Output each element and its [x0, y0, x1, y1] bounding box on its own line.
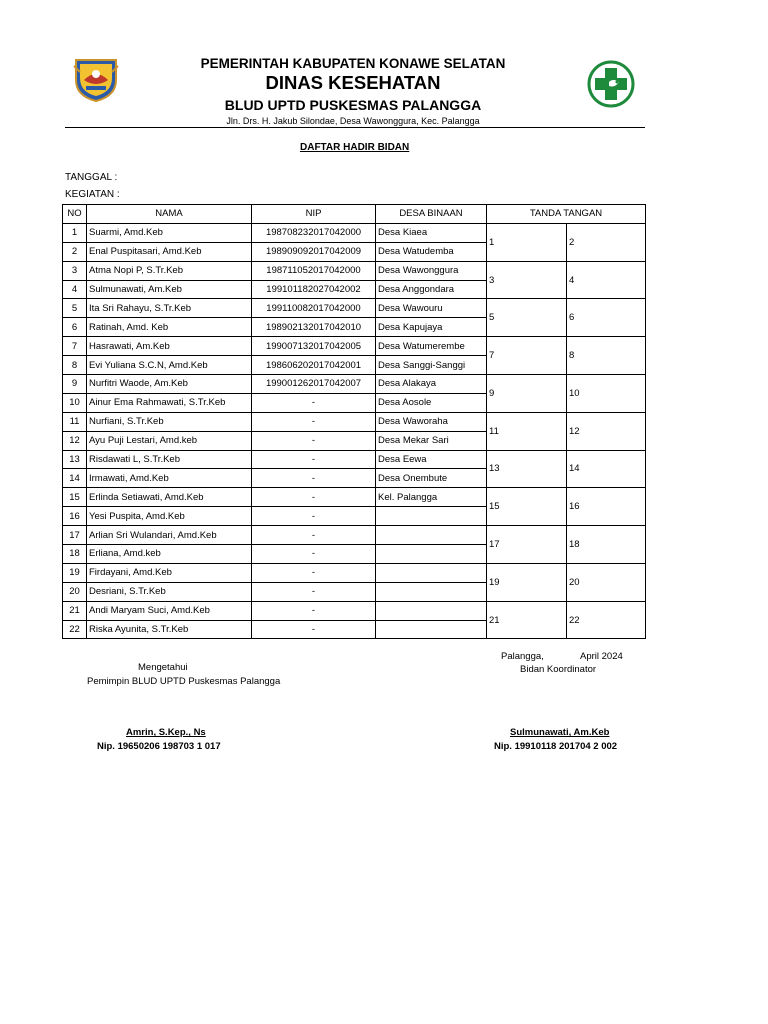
row-number: 16	[63, 507, 87, 526]
row-number: 19	[63, 563, 87, 582]
row-nip: -	[252, 450, 376, 469]
row-nama: Atma Nopi P, S.Tr.Keb	[87, 261, 252, 280]
row-desa-binaan: Desa Wawonggura	[376, 261, 487, 280]
row-desa-binaan: Desa Waworaha	[376, 412, 487, 431]
table-row	[63, 375, 646, 394]
row-nama: Yesi Puspita, Amd.Keb	[87, 507, 252, 526]
row-number: 18	[63, 545, 87, 564]
table-row	[63, 261, 646, 280]
attendance-table	[62, 204, 646, 639]
signature-cell[interactable]: 11	[487, 412, 567, 450]
row-nip: -	[252, 507, 376, 526]
row-nip: -	[252, 469, 376, 488]
row-nip: -	[252, 526, 376, 545]
coordinator-nip: Nip. 19910118 201704 2 002	[494, 741, 618, 752]
row-nama: Evi Yuliana S.C.N, Amd.Keb	[87, 356, 252, 375]
signature-cell[interactable]: 21	[487, 601, 567, 639]
row-nama: Firdayani, Amd.Keb	[87, 563, 252, 582]
row-nip: 198606202017042001	[252, 356, 376, 375]
row-nama: Riska Ayunita, S.Tr.Keb	[87, 620, 252, 639]
row-nama: Erliana, Amd.keb	[87, 545, 252, 564]
table-header-row	[63, 205, 646, 224]
row-desa-binaan: Desa Kiaea	[376, 223, 487, 242]
row-desa-binaan: Desa Kapujaya	[376, 318, 487, 337]
row-number: 20	[63, 582, 87, 601]
signature-cell[interactable]: 19	[487, 563, 567, 601]
row-desa-binaan: Kel. Palangga	[376, 488, 487, 507]
header-nip: NIP	[252, 205, 376, 224]
table-row	[63, 223, 646, 242]
head-name: Amrin, S.Kep., Ns	[126, 727, 206, 738]
row-nip: 198902132017042010	[252, 318, 376, 337]
row-nip: -	[252, 393, 376, 412]
signature-cell[interactable]: 1	[487, 223, 567, 261]
row-nama: Irmawati, Amd.Keb	[87, 469, 252, 488]
row-number: 21	[63, 601, 87, 620]
head-caption: Pemimpin BLUD UPTD Puskesmas Palangga	[87, 676, 281, 687]
konawe-selatan-emblem-logo	[72, 58, 120, 102]
signature-cell[interactable]: 17	[487, 526, 567, 564]
row-desa-binaan	[376, 507, 487, 526]
row-number: 12	[63, 431, 87, 450]
row-number: 4	[63, 280, 87, 299]
header-address: Jln. Drs. H. Jakub Silondae, Desa Wawonggura, Kec. Palangga	[226, 116, 480, 126]
row-desa-binaan: Desa Sanggi-Sanggi	[376, 356, 487, 375]
row-desa-binaan	[376, 582, 487, 601]
signature-date: April 2024	[580, 651, 623, 662]
signature-cell[interactable]: 15	[487, 488, 567, 526]
signature-cell[interactable]: 20	[567, 563, 646, 601]
row-nama: Nurfiani, S.Tr.Keb	[87, 412, 252, 431]
row-number: 14	[63, 469, 87, 488]
table-row	[63, 337, 646, 356]
row-desa-binaan	[376, 620, 487, 639]
row-desa-binaan: Desa Eewa	[376, 450, 487, 469]
table-row	[63, 488, 646, 507]
signature-cell[interactable]: 10	[567, 375, 646, 413]
row-number: 7	[63, 337, 87, 356]
table-row	[63, 299, 646, 318]
row-nip: -	[252, 431, 376, 450]
row-desa-binaan	[376, 526, 487, 545]
row-number: 17	[63, 526, 87, 545]
signature-cell[interactable]: 12	[567, 412, 646, 450]
row-desa-binaan: Desa Watudemba	[376, 242, 487, 261]
row-nama: Risdawati L, S.Tr.Keb	[87, 450, 252, 469]
row-number: 8	[63, 356, 87, 375]
header-government: PEMERINTAH KABUPATEN KONAWE SELATAN	[200, 56, 506, 71]
signature-cell[interactable]: 9	[487, 375, 567, 413]
row-number: 6	[63, 318, 87, 337]
header-divider	[65, 127, 645, 128]
signature-cell[interactable]: 8	[567, 337, 646, 375]
row-desa-binaan: Desa Mekar Sari	[376, 431, 487, 450]
row-nip: -	[252, 563, 376, 582]
coordinator-name: Sulmunawati, Am.Keb	[510, 727, 610, 738]
table-row	[63, 563, 646, 582]
signature-cell[interactable]: 3	[487, 261, 567, 299]
row-nama: Ita Sri Rahayu, S.Tr.Keb	[87, 299, 252, 318]
header-department: DINAS KESEHATAN	[265, 72, 441, 93]
row-nama: Enal Puspitasari, Amd.Keb	[87, 242, 252, 261]
header-institution: BLUD UPTD PUSKESMAS PALANGGA	[224, 97, 482, 113]
puskesmas-cross-logo	[587, 60, 635, 108]
row-nip: -	[252, 412, 376, 431]
row-number: 22	[63, 620, 87, 639]
row-desa-binaan: Desa Wawouru	[376, 299, 487, 318]
row-nama: Arlian Sri Wulandari, Amd.Keb	[87, 526, 252, 545]
row-nip: 198708232017042000	[252, 223, 376, 242]
signature-cell[interactable]: 5	[487, 299, 567, 337]
table-row	[63, 450, 646, 469]
row-number: 2	[63, 242, 87, 261]
row-nama: Hasrawati, Am.Keb	[87, 337, 252, 356]
row-nip: -	[252, 545, 376, 564]
signature-cell[interactable]: 4	[567, 261, 646, 299]
row-nama: Ainur Ema Rahmawati, S.Tr.Keb	[87, 393, 252, 412]
document-title: DAFTAR HADIR BIDAN	[300, 142, 410, 153]
row-nip: 199101182027042002	[252, 280, 376, 299]
row-nama: Ratinah, Amd. Keb	[87, 318, 252, 337]
row-nip: 199007132017042005	[252, 337, 376, 356]
row-number: 15	[63, 488, 87, 507]
row-number: 5	[63, 299, 87, 318]
row-nip: -	[252, 488, 376, 507]
table-row	[63, 526, 646, 545]
kegiatan-label: KEGIATAN :	[65, 189, 120, 200]
signature-cell[interactable]: 18	[567, 526, 646, 564]
header-tanda-tangan: TANDA TANGAN	[487, 205, 646, 224]
row-nip: 198711052017042000	[252, 261, 376, 280]
tanggal-label: TANGGAL :	[65, 172, 118, 183]
signature-cell[interactable]: 22	[567, 601, 646, 639]
signature-place: Palangga,	[501, 651, 544, 662]
row-number: 9	[63, 375, 87, 394]
row-desa-binaan	[376, 601, 487, 620]
row-desa-binaan: Desa Aosole	[376, 393, 487, 412]
signature-cell[interactable]: 6	[567, 299, 646, 337]
header-desa-binaan: DESA BINAAN	[376, 205, 487, 224]
row-nip: -	[252, 620, 376, 639]
row-nip: -	[252, 582, 376, 601]
row-number: 10	[63, 393, 87, 412]
signature-cell[interactable]: 13	[487, 450, 567, 488]
acknowledge-caption: Mengetahui	[138, 662, 188, 673]
head-nip: Nip. 19650206 198703 1 017	[97, 741, 221, 752]
row-desa-binaan: Desa Watumerembe	[376, 337, 487, 356]
table-row	[63, 601, 646, 620]
header-no: NO	[63, 205, 87, 224]
row-number: 13	[63, 450, 87, 469]
signature-cell[interactable]: 16	[567, 488, 646, 526]
signature-cell[interactable]: 7	[487, 337, 567, 375]
row-nama: Ayu Puji Lestari, Amd.keb	[87, 431, 252, 450]
row-number: 11	[63, 412, 87, 431]
table-row	[63, 412, 646, 431]
row-nama: Andi Maryam Suci, Amd.Keb	[87, 601, 252, 620]
row-nama: Desriani, S.Tr.Keb	[87, 582, 252, 601]
row-number: 3	[63, 261, 87, 280]
row-nip: -	[252, 601, 376, 620]
row-desa-binaan: Desa Anggondara	[376, 280, 487, 299]
row-nama: Sulmunawati, Am.Keb	[87, 280, 252, 299]
row-nip: 198909092017042009	[252, 242, 376, 261]
row-nip: 199110082017042000	[252, 299, 376, 318]
row-desa-binaan: Desa Alakaya	[376, 375, 487, 394]
row-nama: Nurfitri Waode, Am.Keb	[87, 375, 252, 394]
row-desa-binaan	[376, 545, 487, 564]
row-nip: 199001262017042007	[252, 375, 376, 394]
signature-cell[interactable]: 14	[567, 450, 646, 488]
row-desa-binaan	[376, 563, 487, 582]
coordinator-caption: Bidan Koordinator	[520, 664, 597, 675]
row-desa-binaan: Desa Onembute	[376, 469, 487, 488]
row-nama: Suarmi, Amd.Keb	[87, 223, 252, 242]
row-number: 1	[63, 223, 87, 242]
signature-cell[interactable]: 2	[567, 223, 646, 261]
header-nama: NAMA	[87, 205, 252, 224]
row-nama: Erlinda Setiawati, Amd.Keb	[87, 488, 252, 507]
